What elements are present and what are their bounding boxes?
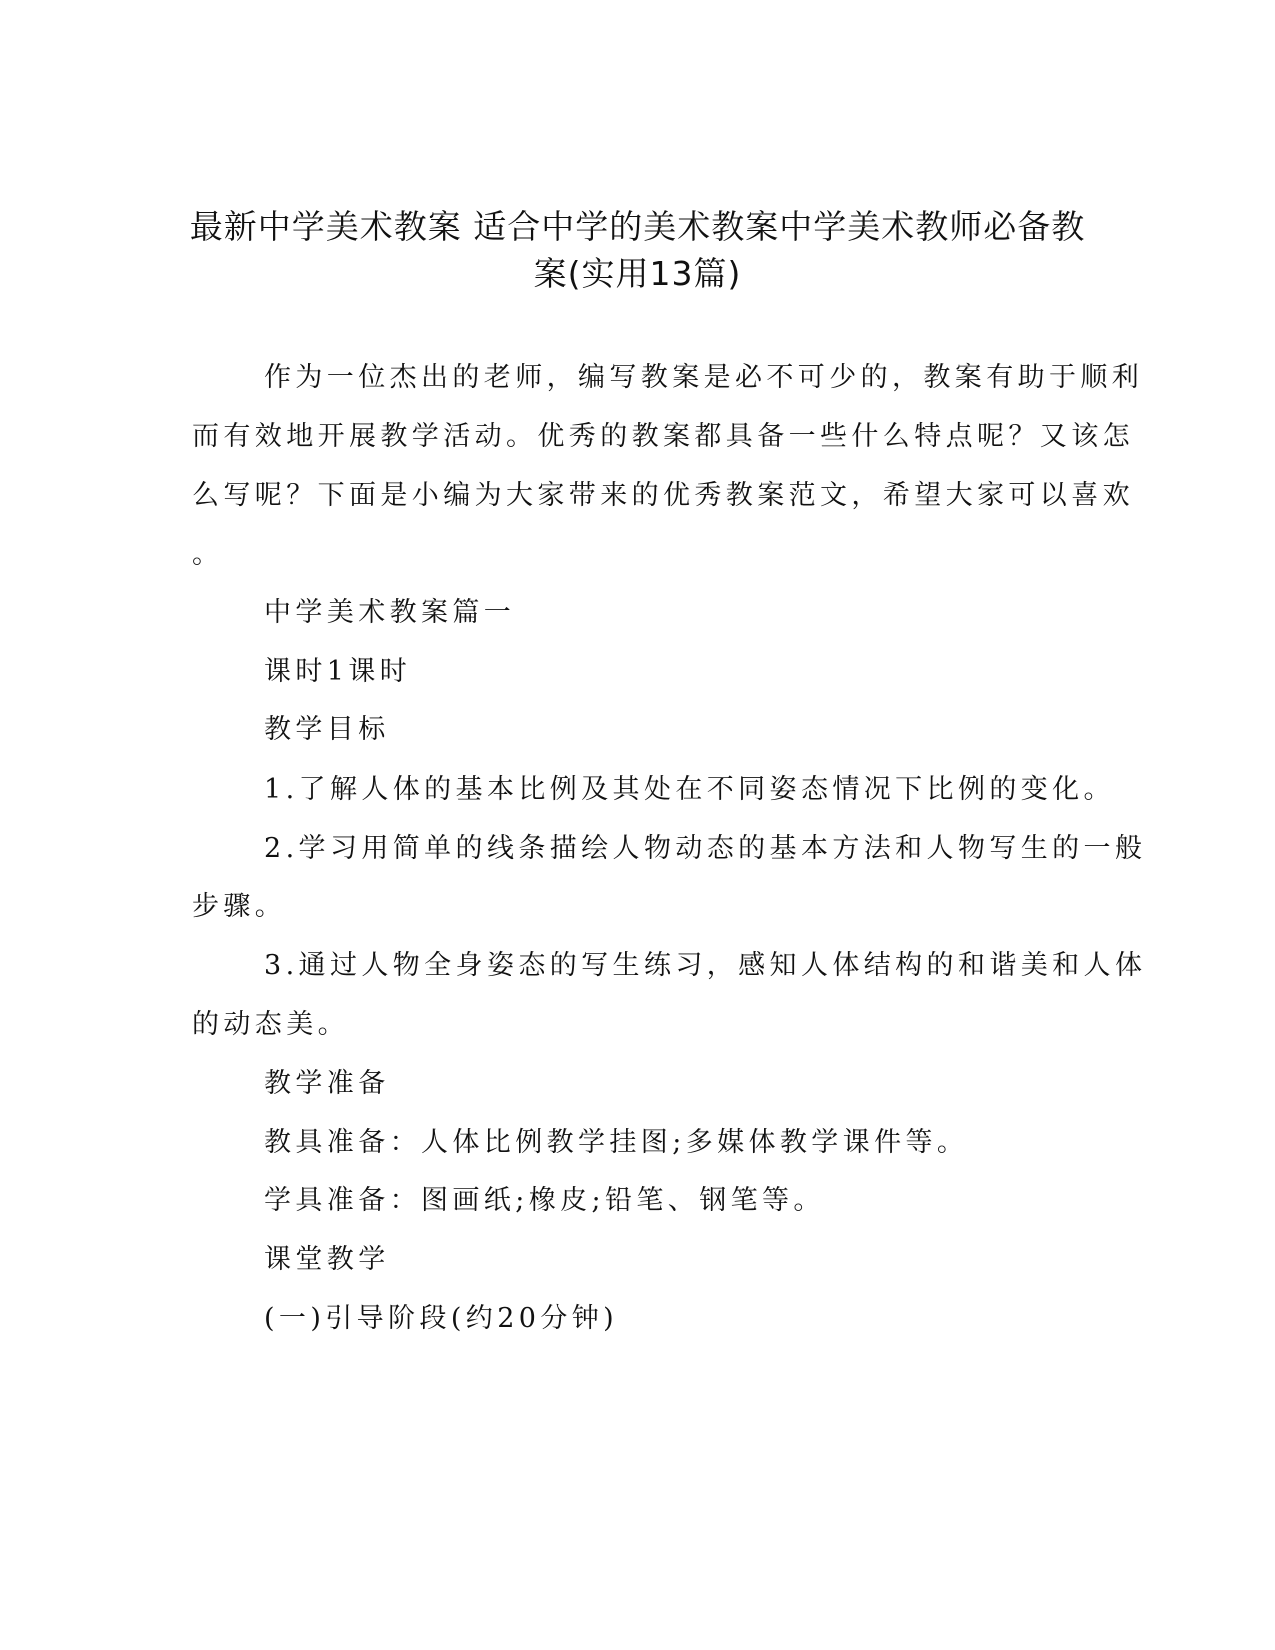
document-title <box>150 203 1125 297</box>
objective-2-line-2: 步骤。 <box>192 891 287 922</box>
objectives-heading: 教学目标 <box>264 714 390 745</box>
objective-1: 1.了解人体的基本比例及其处在不同姿态情况下比例的变化。 <box>264 774 1115 805</box>
intro-line-3: 么写呢？下面是小编为大家带来的优秀教案范文，希望大家可以喜欢 <box>192 480 1134 511</box>
title-line-1: 最新中学美术教案 适合中学的美术教案中学美术教师必备教 <box>189 207 1086 246</box>
student-materials: 学具准备：图画纸;橡皮;铅笔、钢笔等。 <box>264 1185 825 1216</box>
preparation-heading: 教学准备 <box>264 1068 390 1099</box>
section-heading: 中学美术教案篇一 <box>264 597 516 628</box>
stage-1: (一)引导阶段(约20分钟) <box>264 1303 619 1334</box>
objective-3-line-2: 的动态美。 <box>192 1009 349 1040</box>
intro-line-1: 作为一位杰出的老师，编写教案是必不可少的，教案有助于顺利 <box>264 362 1144 393</box>
classroom-heading: 课堂教学 <box>264 1244 390 1275</box>
teacher-materials: 教具准备：人体比例教学挂图;多媒体教学课件等。 <box>264 1127 969 1158</box>
objective-3-line-1: 3.通过人物全身姿态的写生练习，感知人体结构的和谐美和人体 <box>264 950 1147 981</box>
objective-2-line-1: 2.学习用简单的线条描绘人物动态的基本方法和人物写生的一般 <box>264 833 1147 864</box>
intro-line-2: 而有效地开展教学活动。优秀的教案都具备一些什么特点呢？又该怎 <box>192 421 1134 452</box>
intro-line-4: 。 <box>192 539 224 570</box>
title-line-2: 案(实用13篇) <box>533 254 742 293</box>
class-hours: 课时1课时 <box>264 656 412 687</box>
